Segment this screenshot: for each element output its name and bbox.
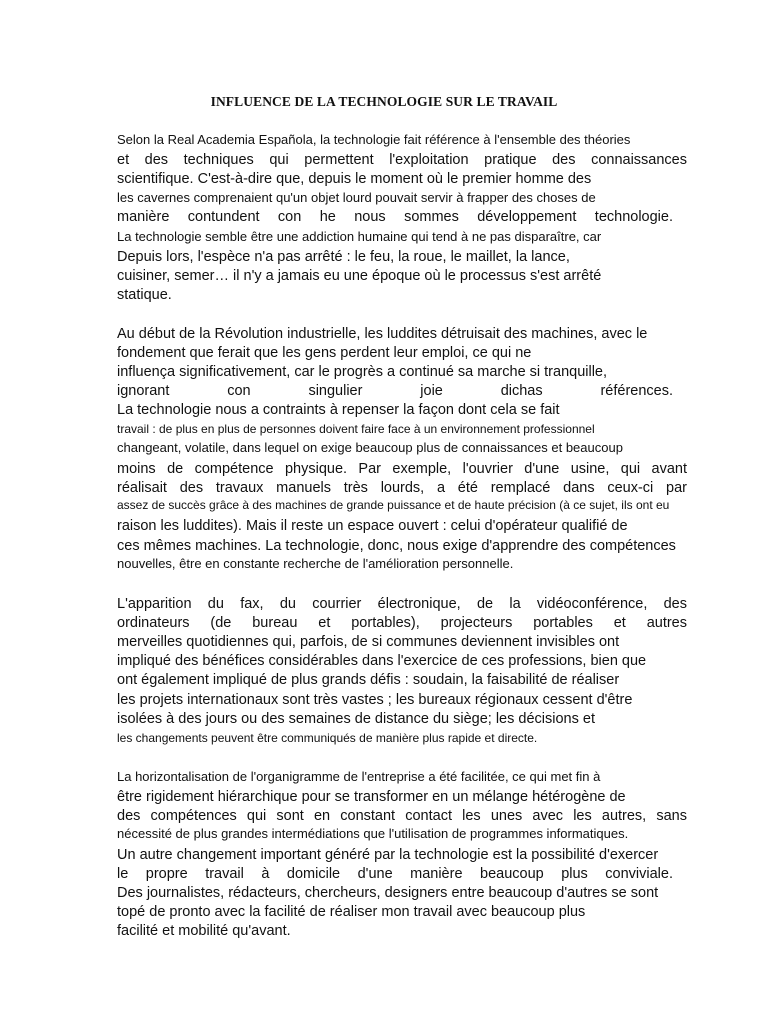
text-line: les projets internationaux sont très vastes ; les bureaux régionaux cessent d'être <box>117 692 633 708</box>
text-line: ces mêmes machines. La technologie, donc, nous exige d'apprendre des compétences <box>117 538 676 554</box>
text-line: des compétences qui sont en constant contact les unes avec les autres, sans <box>117 808 687 824</box>
text-line: ordinateurs (de bureau et portables), projecteurs portables et autres <box>117 615 687 631</box>
text-line: assez de succès grâce à des machines de grande puissance et de haute précision (à ce sujet, ils ont eu <box>117 498 670 512</box>
text-line: La horizontalisation de l'organigramme de l'entreprise a été facilitée, ce qui met fin à <box>117 769 601 784</box>
text-line: ignorant con singulier joie dichas références. <box>117 383 673 399</box>
text-line: moins de compétence physique. Par exemple, l'ouvrier d'une usine, qui avant <box>117 461 687 477</box>
text-line: statique. <box>117 287 172 303</box>
text-line: le propre travail à domicile d'une manière beaucoup plus conviviale. <box>117 866 673 882</box>
text-line: réalisait des travaux manuels très lourds, a été remplacé dans ceux-ci par <box>117 480 687 496</box>
text-line: La technologie nous a contraints à repenser la façon dont cela se fait <box>117 402 560 418</box>
text-line: fondement que ferait que les gens perdent leur emploi, ce qui ne <box>117 345 532 361</box>
text-line: isolées à des jours ou des semaines de distance du siège; les décisions et <box>117 711 595 727</box>
text-line: et des techniques qui permettent l'exploitation pratique des connaissances <box>117 152 687 168</box>
text-line: ont également impliqué de plus grands défis : soudain, la faisabilité de réaliser <box>117 672 620 688</box>
text-line: Selon la Real Academia Española, la technologie fait référence à l'ensemble des théories <box>117 132 631 147</box>
text-line: Un autre changement important généré par la technologie est la possibilité d'exercer <box>117 847 659 863</box>
text-line: influença significativement, car le progrès a continué sa marche si tranquille, <box>117 364 608 380</box>
text-line: raison les luddites). Mais il reste un espace ouvert : celui d'opérateur qualifié de <box>117 518 628 534</box>
text-line: scientifique. C'est-à-dire que, depuis le moment où le premier homme des <box>117 171 592 187</box>
text-line: manière contundent con he nous sommes développement technologie. <box>117 209 673 225</box>
text-line: être rigidement hiérarchique pour se transformer en un mélange hétérogène de <box>117 789 626 805</box>
text-line: nécessité de plus grandes intermédiations que l'utilisation de programmes informatiques. <box>117 826 629 841</box>
text-line: Au début de la Révolution industrielle, les luddites détruisait des machines, avec le <box>117 326 648 342</box>
text-line: cuisiner, semer… il n'y a jamais eu une époque où le processus s'est arrêté <box>117 268 602 284</box>
text-line: L'apparition du fax, du courrier électronique, de la vidéoconférence, des <box>117 596 687 612</box>
text-line: topé de pronto avec la facilité de réaliser mon travail avec beaucoup plus <box>117 904 586 920</box>
text-line: Depuis lors, l'espèce n'a pas arrêté : le feu, la roue, le maillet, la lance, <box>117 249 570 265</box>
text-line: La technologie semble être une addiction humaine qui tend à ne pas disparaître, car <box>117 229 602 244</box>
text-line: travail : de plus en plus de personnes doivent faire face à un environnement professionnel <box>117 422 595 436</box>
document-title: INFLUENCE DE LA TECHNOLOGIE SUR LE TRAVAIL <box>210 94 558 109</box>
text-line: les changements peuvent être communiqués de manière plus rapide et directe. <box>117 731 538 745</box>
text-line: nouvelles, être en constante recherche de l'amélioration personnelle. <box>117 556 514 571</box>
text-line: Des journalistes, rédacteurs, chercheurs, designers entre beaucoup d'autres se sont <box>117 885 659 901</box>
text-line: facilité et mobilité qu'avant. <box>117 923 291 939</box>
text-line: merveilles quotidiennes qui, parfois, de si communes deviennent invisibles ont <box>117 634 620 650</box>
text-line: changeant, volatile, dans lequel on exige beaucoup plus de connaissances et beaucoup <box>117 440 623 455</box>
text-line: les cavernes comprenaient qu'un objet lourd pouvait servir à frapper des choses de <box>117 190 596 205</box>
text-line: impliqué des bénéfices considérables dans l'exercice de ces professions, bien que <box>117 653 647 669</box>
